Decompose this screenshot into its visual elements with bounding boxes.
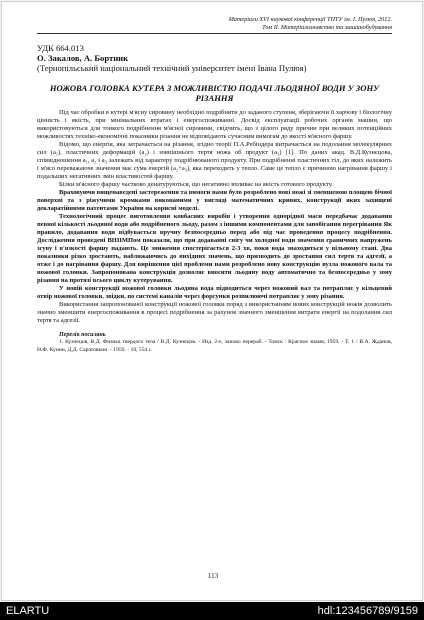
paragraph: Відомо, що енергія, яка затрачається на різання, згідно теорії П.А.Ребіндера витрачається на подолання молекулярних сил (a₁), пластичних деформацій (a₂) і зовнішнього тертя ножа об продукт (a₃) [1]. По даних акад. В.Д.Кузнєцова, співвідношення a₁, a₂ і a₃ залежать від характеру подрібнюваного продукту. При подрібненні пластичних тіл, до яких належить і м'ясо переважаюче значення має сума енергій (a₂+a₃), яка переходить у тепло. Саме це тепло є причиною нагрівання фаршу і подальших негативних змін властивостей фаршу. bbox=[37, 141, 392, 180]
bold-paragraph: Враховуючи вищенаведені застереження та вимоги нами було розроблено нові ножі зі зменшеною площею бічної поверхні та з ріжучими кромками виконаними у вигляді математичних кривих, конструкції яких захищені декларатійними патентами України на корисні моделі. bbox=[37, 189, 392, 212]
repository-footer-bar bbox=[0, 602, 424, 620]
final-paragraph: Використання запропонованої конструкції ножової головки поряд з використанням нових конструкцій ножів дозволить значно зменшити енергоспоживання в процесі подрібнення за рахунок значного зменшення витрати енергії на подолання сил тертя та адгезії. bbox=[37, 301, 392, 324]
header-line-2: Том ІІ. Матеріалознавство та машинобудування bbox=[262, 24, 392, 31]
handle-identifier: hdl:123456789/9159 bbox=[317, 605, 418, 617]
references-title: Перелік посилань bbox=[59, 332, 106, 338]
paragraph: Білки м'ясного фаршу частково денатуруються, що негативно впливає на якість готового продукту. bbox=[59, 181, 333, 188]
repository-name: ELARTU bbox=[6, 605, 50, 617]
header-line-1: Матеріали XVI наукової конференції ТНТУ ім. І. Пулюя, 2012. bbox=[228, 16, 392, 23]
paragraph: Під час обробки в кутері м'ясну сировину необхідно подрібнити до заданого ступеня, зберігаючи її харчову і біологічну цінність і якість, при мінімальних втратах і енергоспоживанні. Досвід експлуатації робочих органів машин, що використовуються для тонкого подрібнення м'ясної сировини, свідчить, що з цілого ряду причин при великих потенційних можливостях техніко-економічні показники різання не відповідають сучасним вимогам до якості м'ясного фаршу. bbox=[37, 109, 392, 140]
page-number: 113 bbox=[207, 572, 219, 580]
document-page bbox=[37, 16, 392, 354]
bold-paragraph: Технологічний процес виготовлення ковбасних виробів і утворення однорідної маси передбачає додавання певної кількості льодяної води або подрібненого льоду, разом з іншими компонентами для запобігання перегрівання Як правило, додавання води відбувається вручну безпосередньо перед або під час проведення процесу подрібнення. Дослідження проведені ВНІІМПом показали, що при додаванні снігу чи холодної води значення граничних напружень зсуву і в'язкості фаршу падають. Це зниження спостерігається 2-3 хв, поки вода знаходиться у вільному стані. Два показники різко зростають, наближаючись до вихідних значень, що призводить до зростання сил тертя та адгезії, а отже і до нагрівання фаршу. Для вирішення цієї проблеми нами розроблено нову конструкцію вузла ножового вала та ножової головки. Запропонована конструкція дозволяє вносити льодяну воду автоматично та безпосередньо у зону різання на протязі всього циклу кутерування. bbox=[37, 213, 392, 284]
authors: О. Закалов, А. Бортник bbox=[37, 53, 129, 63]
udc-code: УДК 664.013 bbox=[37, 43, 84, 53]
affiliation: (Тернопільський національний технічний університет імені Івана Пулюя) bbox=[37, 63, 307, 73]
reference-item: 1. Кузнецов, В.Д. Физика твердого тела / В.Д. Кузнецов. - Изд. 2-е, заново перераб. - Томск : Красное знамя, 1959. - Т. 1 / В.А. Жданов, Н.Ф. Кунин, Д.Д. Саратовкин. - 1959. - 10, 554 с. bbox=[37, 339, 392, 353]
bold-paragraph: У новій конструкції ножової головки льодяна вода підводиться через ножовий вал та потрапляє у кільцевий отвір ножової головки, звідки, по системі каналів через форсунки розпилюючі потрапляє у зону різання. bbox=[37, 285, 392, 300]
page-frame bbox=[1, 1, 423, 601]
running-header bbox=[37, 16, 392, 34]
article-title: НОЖОВА ГОЛОВКА КУТЕРА З МОЖЛИВІСТЮ ПОДАЧІ ЛЬОДЯНОЇ ВОДИ У ЗОНУ РІЗАННЯ bbox=[49, 83, 380, 103]
